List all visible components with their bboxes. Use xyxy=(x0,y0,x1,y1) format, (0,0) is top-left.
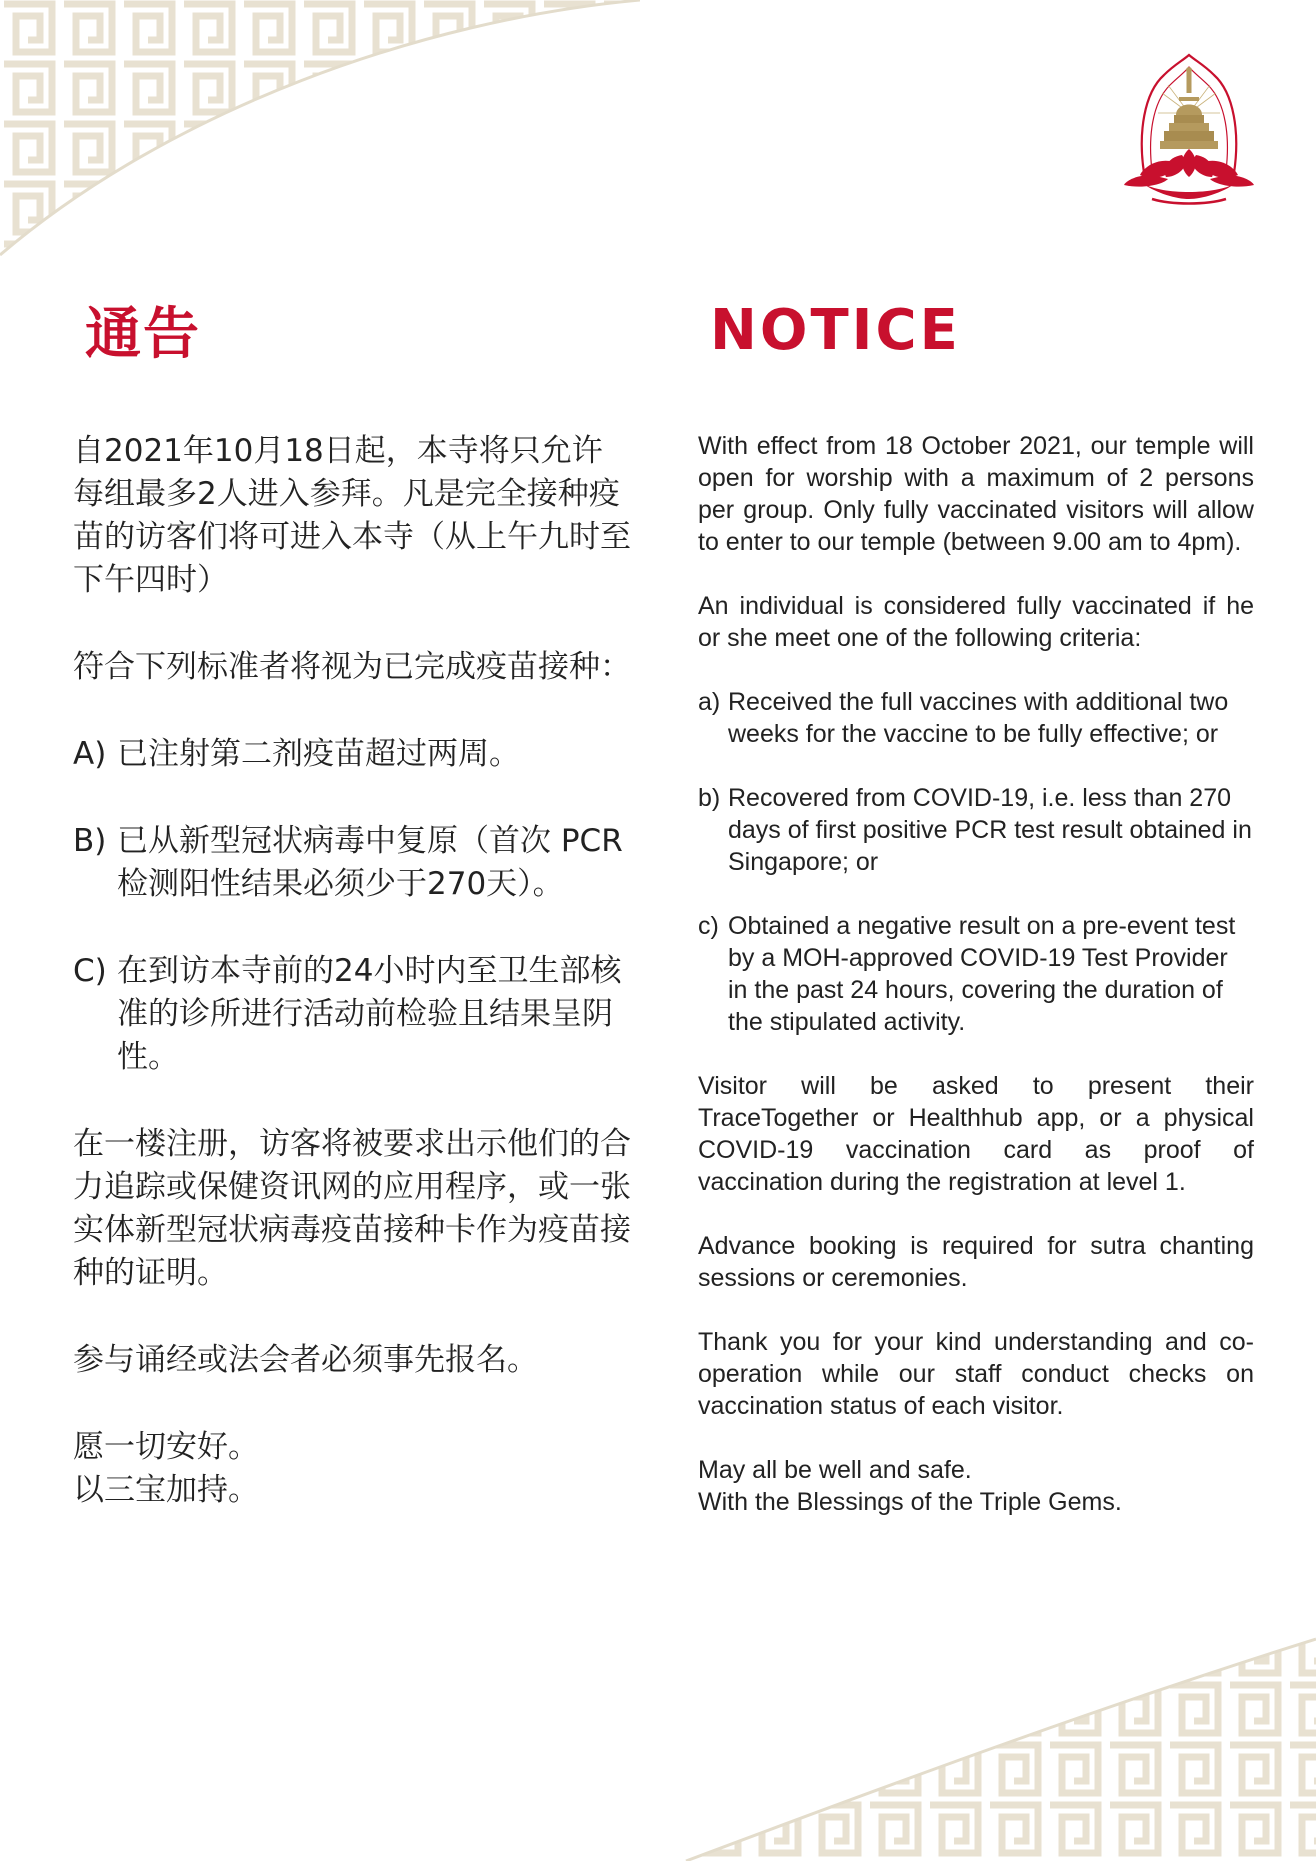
stupa-lotus-emblem-icon xyxy=(1122,53,1256,213)
chinese-notice-column xyxy=(73,430,633,1512)
closing-blessing-chinese xyxy=(73,1426,633,1512)
decorative-corner-pattern-bottom-right xyxy=(626,1621,1316,1861)
registration-paragraph-chinese: 在一楼注册，访客将被要求出示他们的合力追踪或保健资讯网的应用程序，或一张实体新型冠状病毒疫苗接种卡作为疫苗接种的证明。 xyxy=(73,1126,631,1291)
list-item-text: 已从新型冠状病毒中复原（首次 PCR 检测阳性结果必须少于270天）。 xyxy=(117,823,623,902)
criteria-intro-english: An individual is considered fully vaccinated if he or she meet one of the following criteria: xyxy=(698,592,1254,652)
notice-heading-chinese: 通告 xyxy=(85,302,201,367)
thanks-paragraph-english: Thank you for your kind understanding and co-operation while our staff conduct checks on vaccination status of each visitor. xyxy=(698,1328,1254,1420)
criteria-item-a-chinese xyxy=(73,733,633,776)
closing-blessing-english xyxy=(698,1454,1254,1518)
list-item-text: 在到访本寺前的24小时内至卫生部核准的诊所进行活动前检验且结果呈阴性。 xyxy=(117,953,622,1075)
intro-paragraph-chinese: 自2021年10月18日起，本寺将只允许每组最多2人进入参拜。凡是完全接种疫苗的访客们将可进入本寺（从上午九时至下午四时） xyxy=(73,433,631,598)
list-marker: c) xyxy=(698,912,719,940)
booking-paragraph-chinese: 参与诵经或法会者必须事先报名。 xyxy=(73,1342,538,1378)
decorative-corner-pattern-top-left xyxy=(0,0,640,270)
criteria-item-a-english xyxy=(698,686,1254,750)
intro-paragraph-english: With effect from 18 October 2021, our temple will open for worship with a maximum of 2 persons per group. Only fully vaccinated visitors will allow to enter to our temple (between 9.00 am to 4pm). xyxy=(698,432,1254,556)
closing-line-1-chinese: 愿一切安好。 xyxy=(73,1429,259,1465)
registration-paragraph-english: Visitor will be asked to present their TraceTogether or Healthhub app, or a physical COVID-19 vaccination card as proof of vaccination during the registration at level 1. xyxy=(698,1072,1254,1196)
list-marker: b) xyxy=(698,784,721,812)
list-item-text: Obtained a negative result on a pre-event test by a MOH-approved COVID-19 Test Provider in the past 24 hours, covering the duration of the stipulated activity. xyxy=(728,912,1236,1036)
english-notice-column xyxy=(698,430,1254,1518)
closing-line-2-english: With the Blessings of the Triple Gems. xyxy=(698,1488,1122,1516)
list-marker: B) xyxy=(73,823,107,859)
criteria-intro-chinese: 符合下列标准者将视为已完成疫苗接种： xyxy=(73,649,631,685)
list-item-text: Received the full vaccines with additional two weeks for the vaccine to be fully effective; or xyxy=(728,688,1229,748)
list-item-text: 已注射第二剂疫苗超过两周。 xyxy=(117,736,520,772)
list-marker: A) xyxy=(73,736,107,772)
list-marker: C) xyxy=(73,953,107,989)
criteria-item-c-english xyxy=(698,910,1254,1038)
criteria-item-c-chinese xyxy=(73,950,633,1079)
closing-line-2-chinese: 以三宝加持。 xyxy=(73,1472,259,1508)
list-marker: a) xyxy=(698,688,721,716)
booking-paragraph-english: Advance booking is required for sutra chanting sessions or ceremonies. xyxy=(698,1232,1254,1292)
notice-heading-english: NOTICE xyxy=(710,298,961,363)
list-item-text: Recovered from COVID-19, i.e. less than 270 days of first positive PCR test result obtained in Singapore; or xyxy=(728,784,1252,876)
closing-line-1-english: May all be well and safe. xyxy=(698,1456,972,1484)
criteria-item-b-chinese xyxy=(73,820,633,906)
criteria-item-b-english xyxy=(698,782,1254,878)
